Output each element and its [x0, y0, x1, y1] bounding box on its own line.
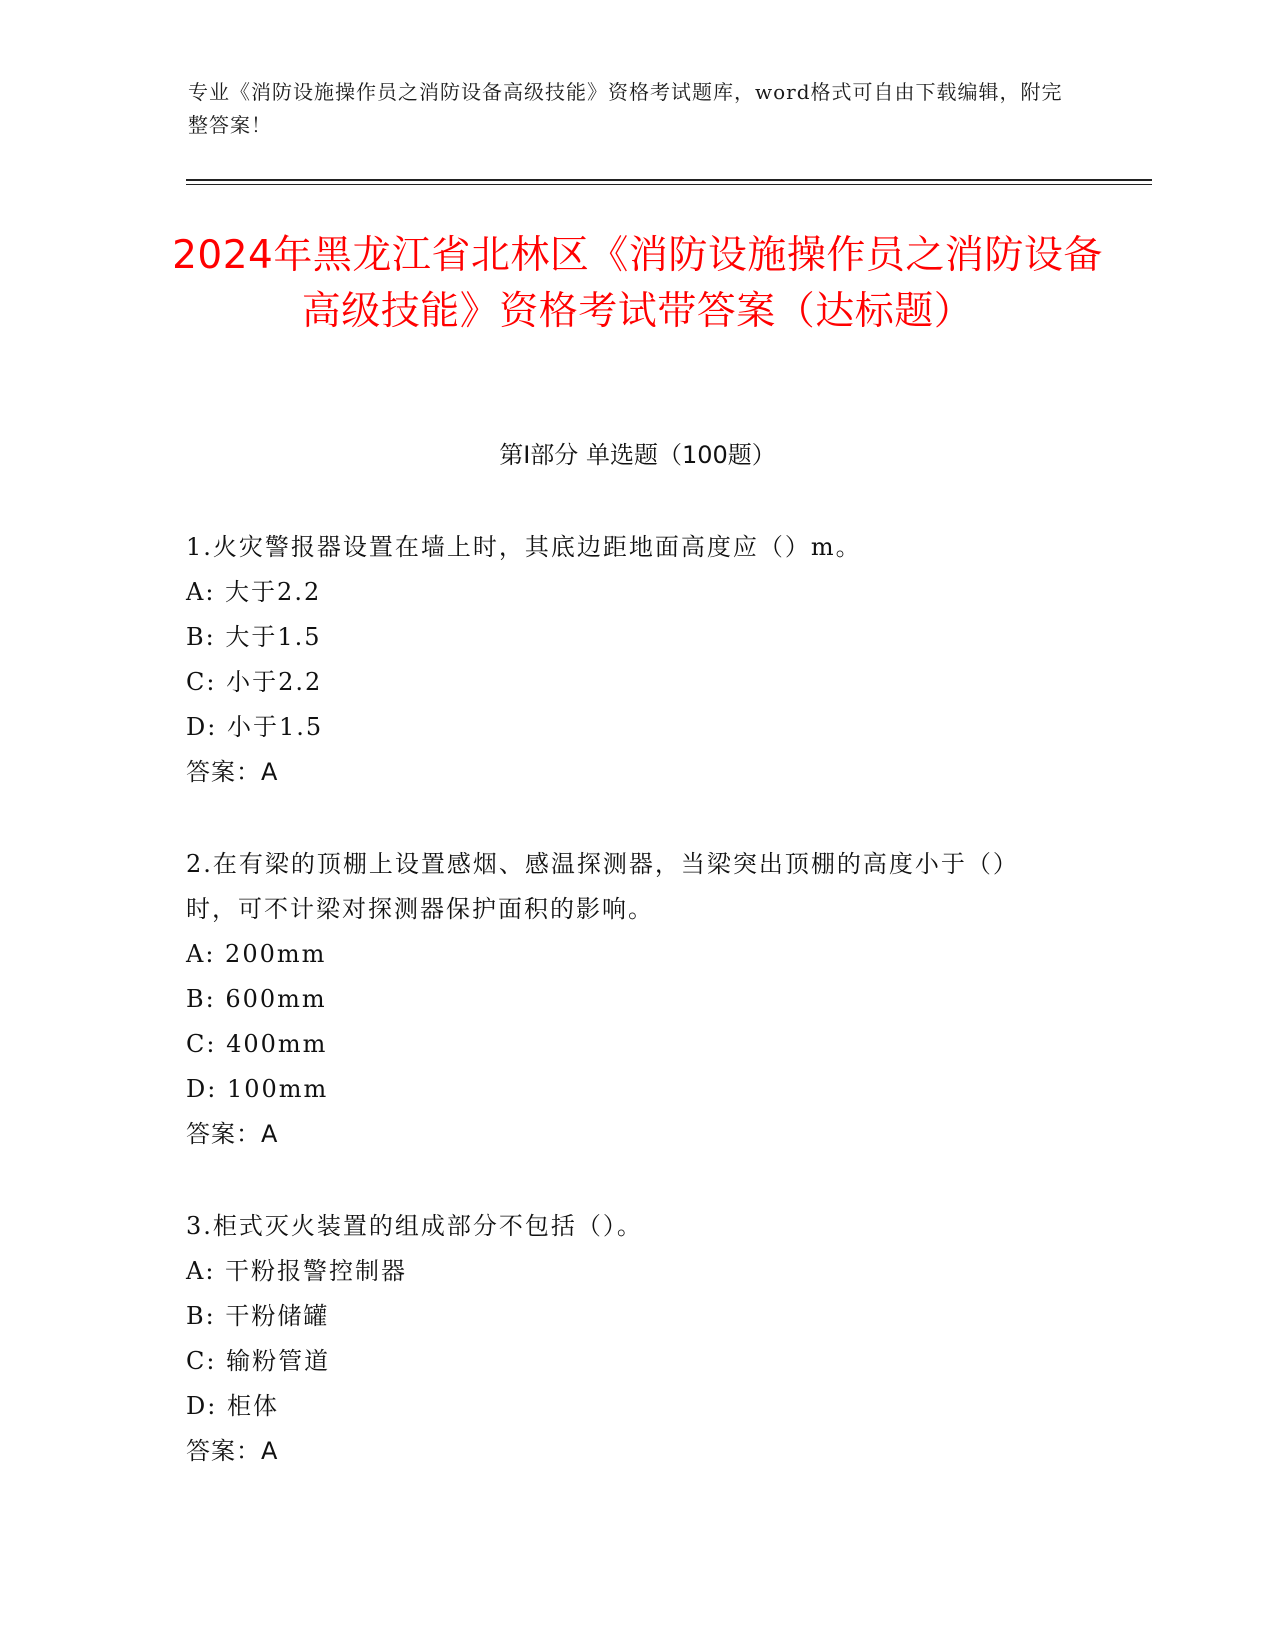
answer: 答案：A [186, 1437, 279, 1465]
option-d: D: 100mm [186, 1075, 329, 1103]
question-1 [186, 525, 1066, 795]
option-b: B: 大于1.5 [186, 623, 322, 651]
section-title: 第I部分 单选题（100题） [499, 441, 776, 469]
option-c: C: 400mm [186, 1030, 328, 1058]
question-stem: 1.火灾警报器设置在墙上时，其底边距地面高度应（）m。 [186, 533, 862, 561]
option-c: C: 小于2.2 [186, 668, 323, 696]
question-2 [186, 842, 1066, 1157]
question-stem: 2.在有梁的顶棚上设置感烟、感温探测器，当梁突出顶棚的高度小于（）时，可不计梁对探测器保护面积的影响。 [186, 850, 1019, 923]
option-a: A: 干粉报警控制器 [186, 1257, 408, 1285]
option-a: A: 200mm [186, 940, 327, 968]
question-3 [186, 1204, 1066, 1474]
option-c: C: 输粉管道 [186, 1347, 331, 1375]
document-title: 2024年黑龙江省北林区《消防设施操作员之消防设备高级技能》资格考试带答案（达标题） [172, 233, 1103, 334]
option-d: D: 小于1.5 [186, 713, 324, 741]
option-d: D: 柜体 [186, 1392, 279, 1420]
option-b: B: 干粉储罐 [186, 1302, 330, 1330]
answer: 答案：A [186, 758, 279, 786]
option-b: B: 600mm [186, 985, 327, 1013]
header-rule-thin [186, 184, 1152, 185]
answer: 答案：A [186, 1120, 279, 1148]
header-note: 专业《消防设施操作员之消防设备高级技能》资格考试题库，word格式可自由下载编辑，附完整答案！ [188, 80, 1063, 137]
question-stem: 3.柜式灭火装置的组成部分不包括（）。 [186, 1212, 643, 1240]
header-rule-thick [186, 179, 1152, 181]
option-a: A: 大于2.2 [186, 578, 322, 606]
